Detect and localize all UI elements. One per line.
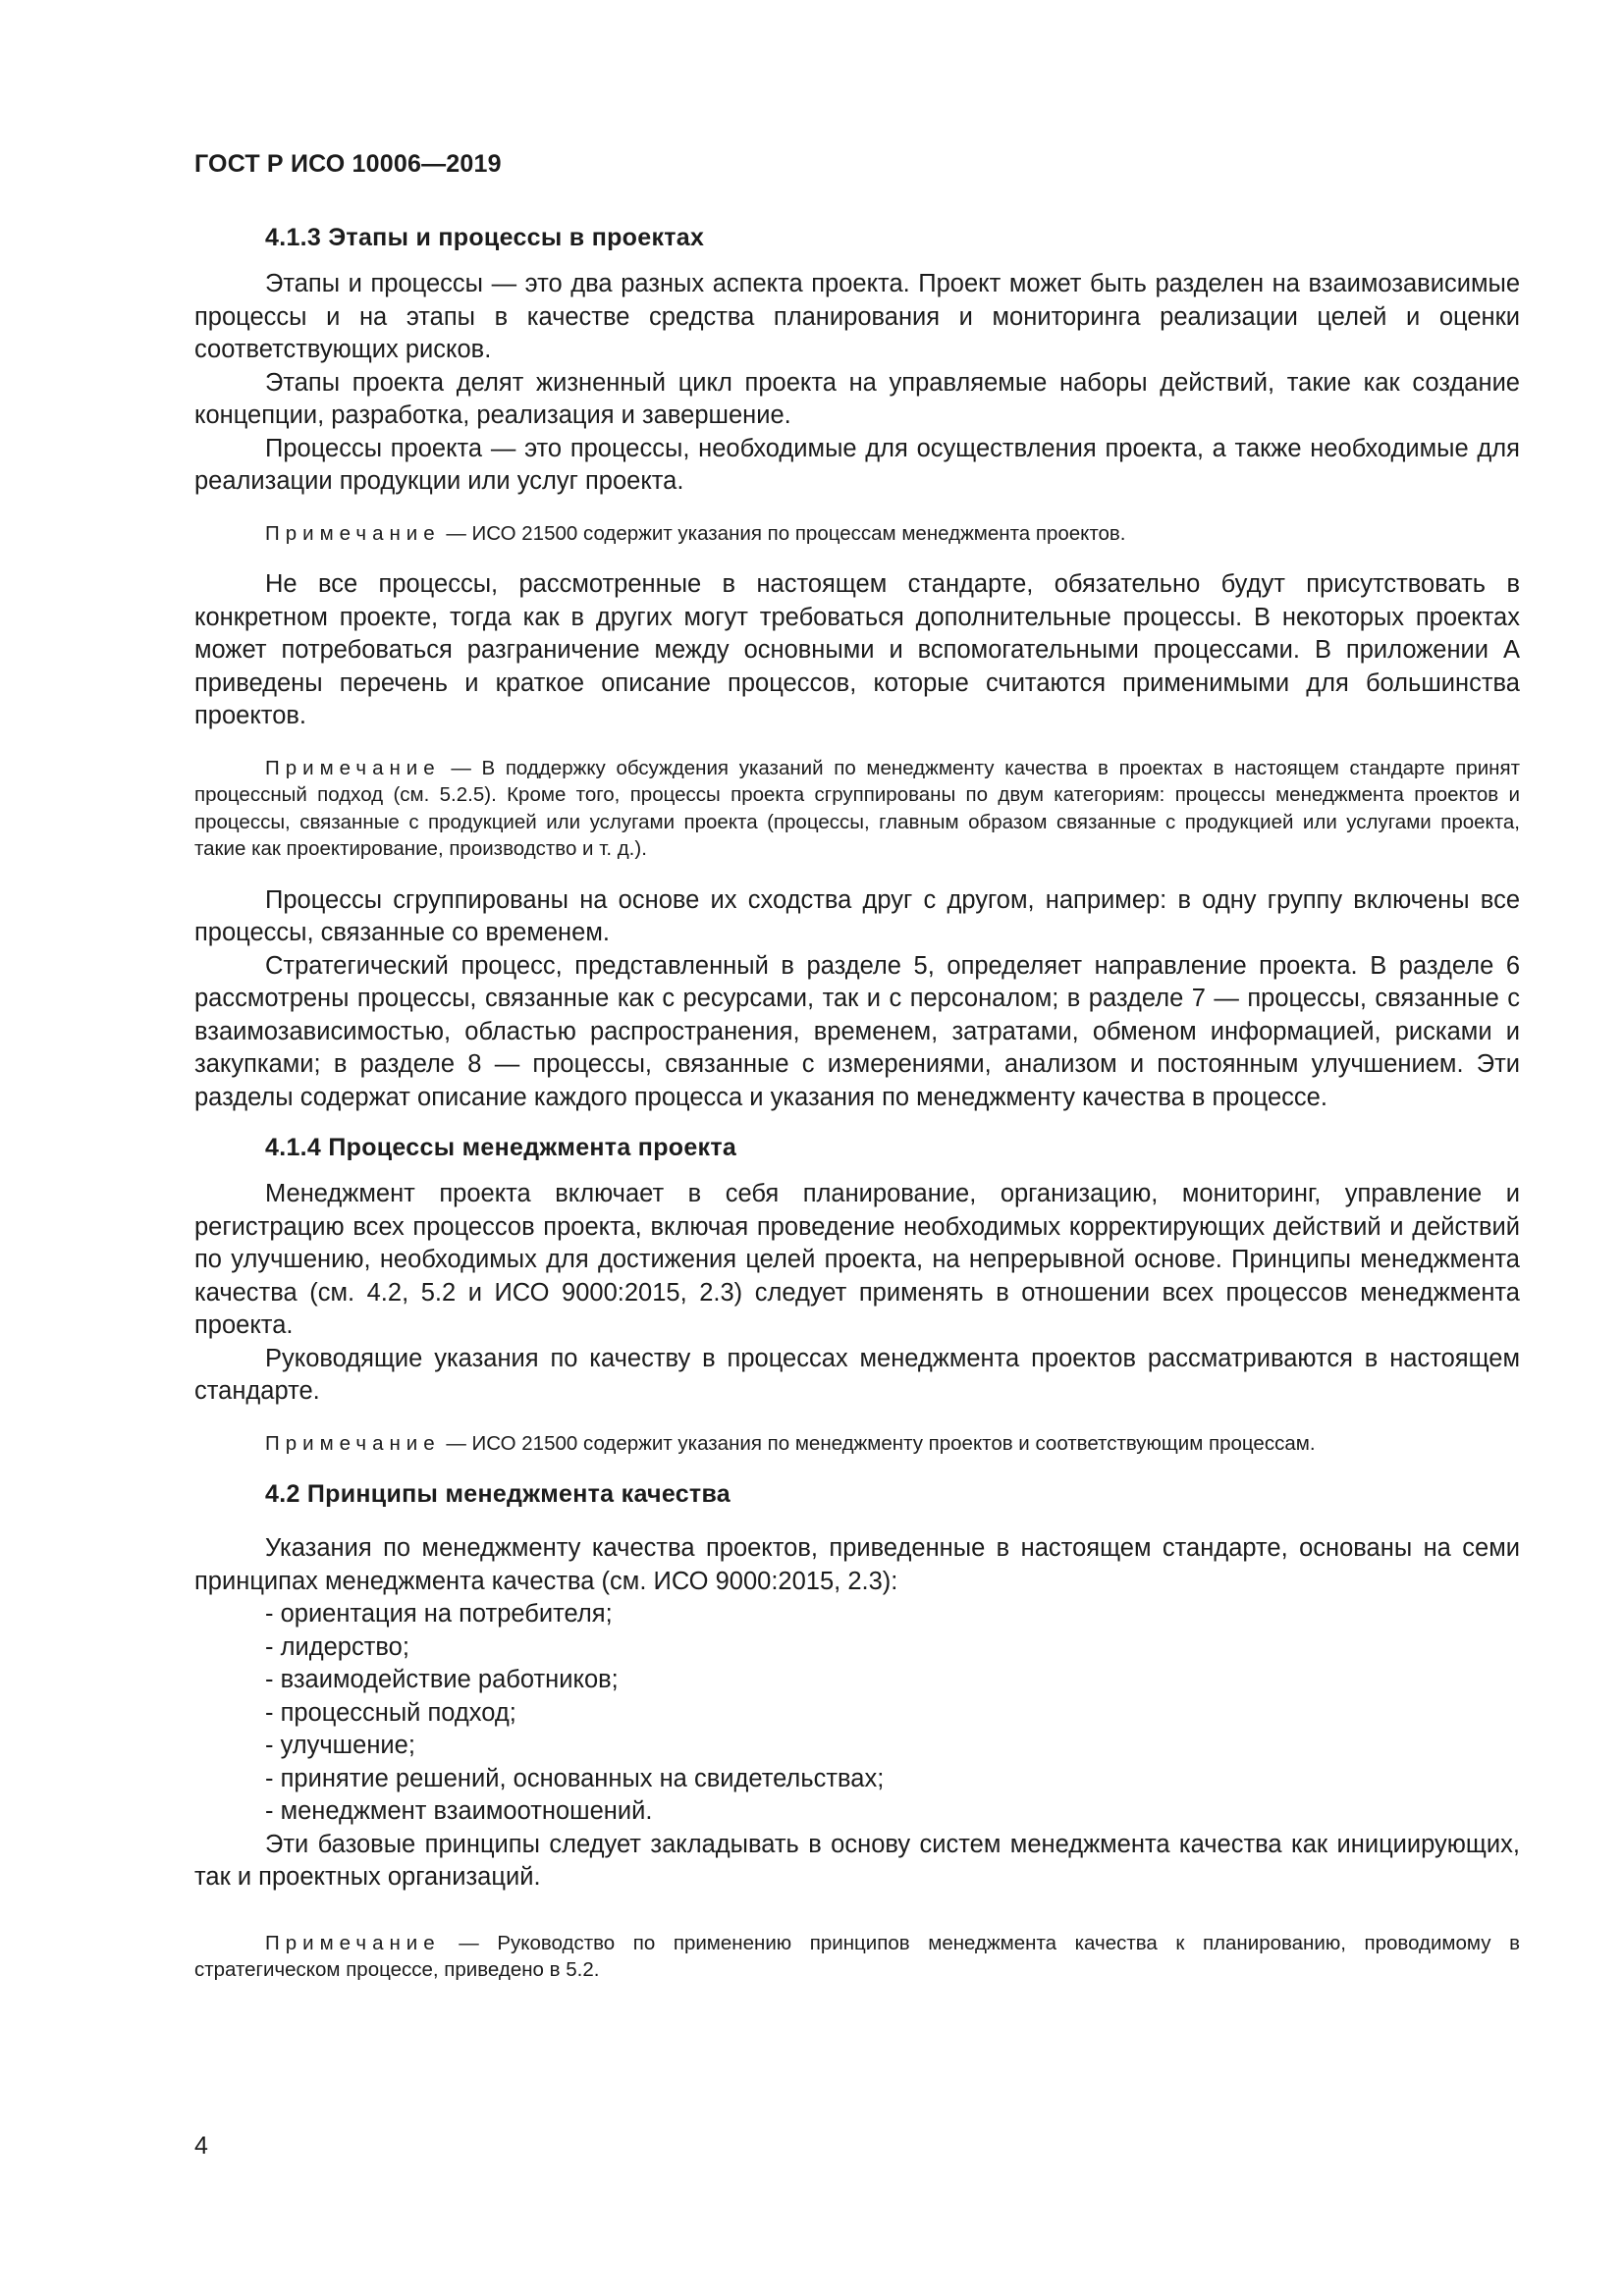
note-label: Примечание [265,1431,441,1455]
paragraph: Эти базовые принципы следует закладывать в основу систем менеджмента качества как инициирующих, так и проектных организаций. [194,1830,1520,1891]
list-item: - ориентация на потребителя; [265,1598,1520,1631]
principles-list [194,1598,1520,1829]
document-header: ГОСТ Р ИСО 10006—2019 [194,150,502,178]
list-item: - улучшение; [265,1730,1520,1763]
document-body [194,222,1520,1984]
paragraph: Процессы сгруппированы на основе их сходства друг с другом, например: в одну группу включены все процессы, связанные со временем. [194,885,1520,946]
note-text: — Руководство по применению принципов менеджмента качества к планированию, проводимому в стратегическом процессе, приведено в 5.2. [194,1931,1520,1981]
paragraph: Не все процессы, рассмотренные в настоящем стандарте, обязательно будут присутствовать в конкретном проекте, тогда как в других могут требоваться дополнительные процессы. В некоторых проектах может потребоваться разграничение между основными и вспомогательными процессами. В приложении А приведены перечень и краткое описание процессов, которые считаются применимыми для большинства проектов. [194,570,1520,729]
list-item: - лидерство; [265,1631,1520,1665]
paragraph: Процессы проекта — это процессы, необходимые для осуществления проекта, а также необходимые для реализации продукции или услуг проекта. [194,434,1520,495]
note [194,755,1520,863]
list-item: - процессный подход; [265,1697,1520,1731]
paragraph: Стратегический процесс, представленный в разделе 5, определяет направление проекта. В разделе 6 рассмотрены процессы, связанные как с ресурсами, так и с персоналом; в разделе 7 — процессы, связанные с взаимозависимостью, областью распространения, временем, затратами, обменом информацией, рисками и закупками; в разделе 8 — процессы, связанные с измерениями, анализом и постоянным улучшением. Эти разделы содержат описание каждого процесса и указания по менеджменту качества в процессе. [194,951,1520,1111]
list-item: - принятие решений, основанных на свидетельствах; [265,1763,1520,1796]
list-item: - менеджмент взаимоотношений. [265,1795,1520,1829]
paragraph: Этапы проекта делят жизненный цикл проекта на управляемые наборы действий, такие как создание концепции, разработка, реализация и завершение. [194,368,1520,429]
note-text: — ИСО 21500 содержит указания по процессам менеджмента проектов. [440,521,1126,545]
section-heading-4-1-3: 4.1.3 Этапы и процессы в проектах [265,224,705,251]
note-text: — В поддержку обсуждения указаний по менеджменту качества в проектах в настоящем стандарте принят процессный подход (см. 5.2.5). Кроме того, процессы проекта сгруппированы по двум категориям: процессы менеджмента проектов и процессы, связанные с продукцией или услугами проекта (процессы, главным образом связанные с продукцией или услугами проекта, такие как проектирование, производство и т. д.). [194,756,1520,860]
list-item: - взаимодействие работников; [265,1664,1520,1697]
note-label: Примечание [265,1931,441,1954]
note-label: Примечание [265,756,441,779]
paragraph: Менеджмент проекта включает в себя планирование, организацию, мониторинг, управление и регистрацию всех процессов проекта, включая проведение необходимых корректирующих действий и действий по улучшению, необходимых для достижения целей проекта, на непрерывной основе. Принципы менеджмента качества (см. 4.2, 5.2 и ИСО 9000:2015, 2.3) следует применять в отношении всех процессов менеджмента проекта. [194,1180,1520,1339]
note-text: — ИСО 21500 содержит указания по менеджменту проектов и соответствующим процессам. [440,1431,1316,1455]
paragraph: Указания по менеджменту качества проектов, приведенные в настоящем стандарте, основаны на семи принципах менеджмента качества (см. ИСО 9000:2015, 2.3): [194,1534,1520,1595]
note [194,520,1520,548]
page-number: 4 [194,2132,208,2160]
paragraph: Руководящие указания по качеству в процессах менеджмента проектов рассматриваются в настоящем стандарте. [194,1344,1520,1405]
section-heading-4-2: 4.2 Принципы менеджмента качества [265,1480,731,1508]
note-label: Примечание [265,521,441,545]
section-heading-4-1-4: 4.1.4 Процессы менеджмента проекта [265,1134,737,1161]
note [194,1430,1520,1458]
note [194,1930,1520,1984]
paragraph: Этапы и процессы — это два разных аспекта проекта. Проект может быть разделен на взаимозависимые процессы и на этапы в качестве средства планирования и мониторинга реализации целей и оценки соответствующих рисков. [194,270,1520,363]
